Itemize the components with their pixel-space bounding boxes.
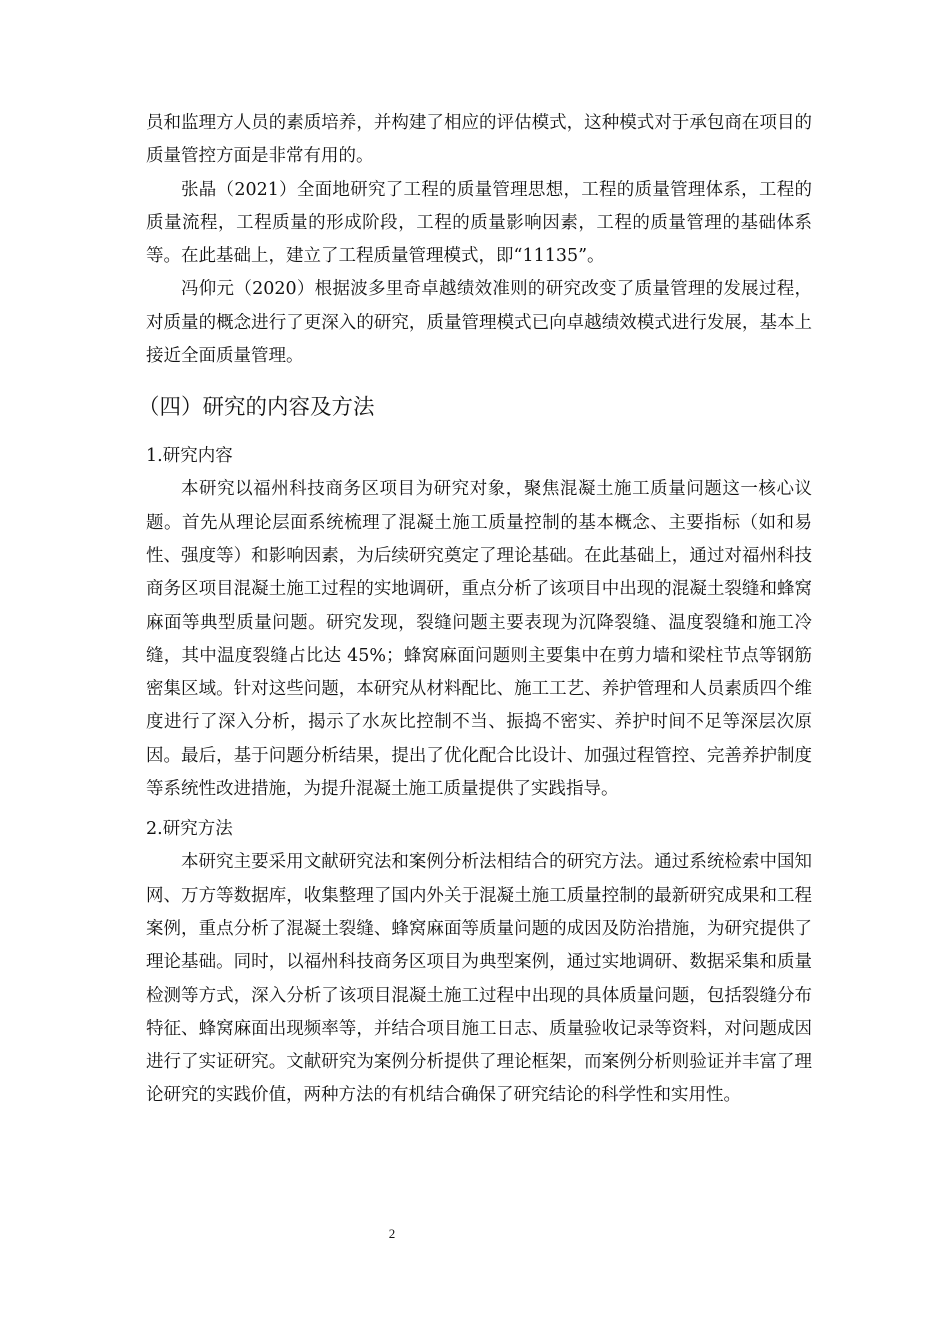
page-number: 2 bbox=[388, 1226, 396, 1241]
subsection-heading-method: 2.研究方法 bbox=[146, 819, 233, 840]
section-heading: （四）研究的内容及方法 bbox=[138, 395, 375, 421]
paragraph-zhang-jing: 张晶（2021）全面地研究了工程的质量管理思想，工程的质量管理体系，工程的质量流程，工程质量的形成阶段，工程的质量影响因素，工程的质量管理的基础体系等。在此基础上，建立了工程质量管理模式，即“11135”。 bbox=[146, 179, 812, 267]
paragraph-continued: 员和监理方人员的素质培养，并构建了相应的评估模式，这种模式对于承包商在项目的质量管控方面是非常有用的。 bbox=[146, 113, 812, 167]
paragraph-feng-yangyuan: 冯仰元（2020）根据波多里奇卓越绩效准则的研究改变了质量管理的发展过程，对质量的概念进行了更深入的研究，质量管理模式已向卓越绩效模式进行发展，基本上接近全面质量管理。 bbox=[146, 279, 812, 367]
document-page bbox=[138, 107, 812, 1113]
subsection-heading-content: 1.研究内容 bbox=[146, 446, 233, 467]
paragraph-research-content: 本研究以福州科技商务区项目为研究对象，聚焦混凝土施工质量问题这一核心议题。首先从理论层面系统梳理了混凝土施工质量控制的基本概念、主要指标（如和易性、强度等）和影响因素，为后续研究奠定了理论基础。在此基础上，通过对福州科技商务区项目混凝土施工过程的实地调研，重点分析了该项目中出现的混凝土裂缝和蜂窝麻面等典型质量问题。研究发现，裂缝问题主要表现为沉降裂缝、温度裂缝和施工冷缝，其中温度裂缝占比达 45%；蜂窝麻面问题则主要集中在剪力墙和梁柱节点等钢筋密集区域。针对这些问题，本研究从材料配比、施工工艺、养护管理和人员素质四个维度进行了深入分析，揭示了水灰比控制不当、振捣不密实、养护时间不足等深层次原因。最后，基于问题分析结果，提出了优化配合比设计、加强过程管控、完善养护制度等系统性改进措施，为提升混凝土施工质量提供了实践指导。 bbox=[146, 479, 812, 800]
paragraph-research-method: 本研究主要采用文献研究法和案例分析法相结合的研究方法。通过系统检索中国知网、万方等数据库，收集整理了国内外关于混凝土施工质量控制的最新研究成果和工程案例，重点分析了混凝土裂缝、蜂窝麻面等质量问题的成因及防治措施，为研究提供了理论基础。同时，以福州科技商务区项目为典型案例，通过实地调研、数据采集和质量检测等方式，深入分析了该项目混凝土施工过程中出现的具体质量问题，包括裂缝分布特征、蜂窝麻面出现频率等，并结合项目施工日志、质量验收记录等资料，对问题成因进行了实证研究。文献研究为案例分析提供了理论框架，而案例分析则验证并丰富了理论研究的实践价值，两种方法的有机结合确保了研究结论的科学性和实用性。 bbox=[146, 852, 812, 1106]
